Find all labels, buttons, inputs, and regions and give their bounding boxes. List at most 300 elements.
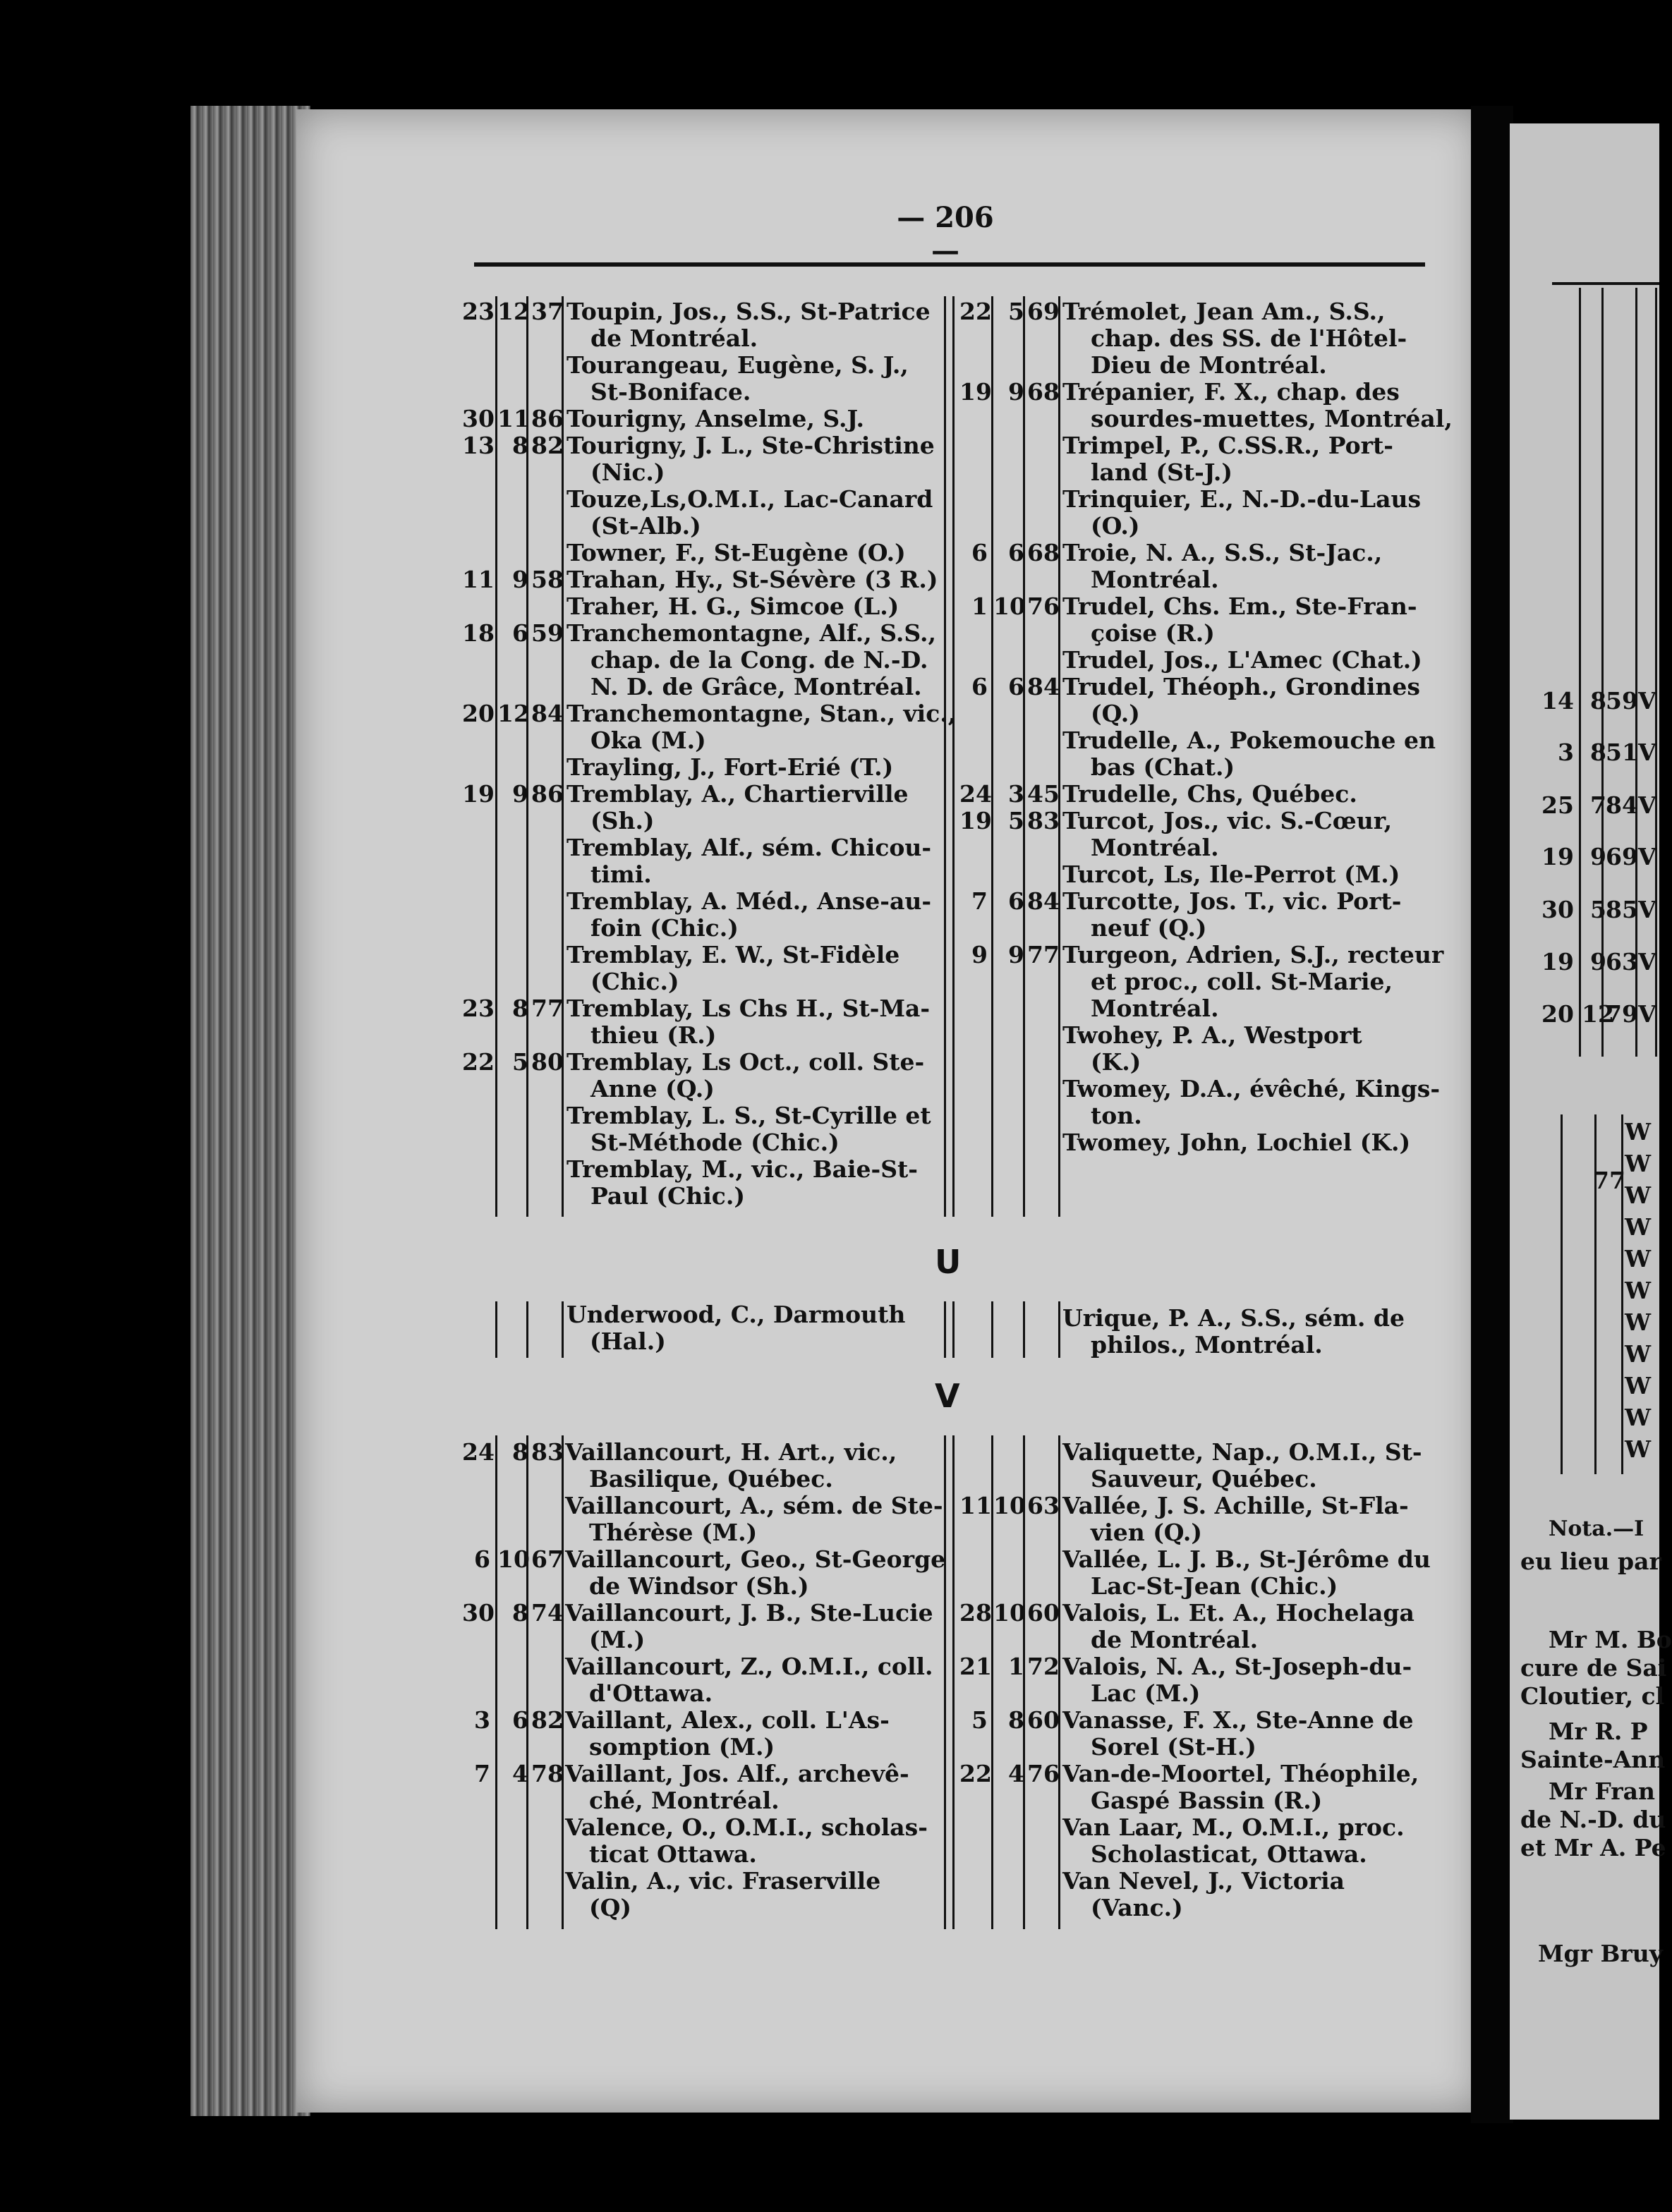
entry-month: 3 xyxy=(1008,780,1024,808)
row-month: 9 xyxy=(1590,948,1606,976)
box-row: W xyxy=(1625,1181,1652,1209)
entry-month: 9 xyxy=(512,780,528,808)
directory-entry xyxy=(959,593,1458,620)
entry-name: Turcot, Ls, Ile-Perrot (M.) xyxy=(1062,861,1400,888)
entry-continuation: (M.) xyxy=(589,1626,646,1653)
directory-entry xyxy=(959,781,1458,808)
entry-name: Tremblay, Ls Oct., coll. Ste- xyxy=(567,1048,925,1076)
entry-continuation: ton. xyxy=(1091,1102,1142,1129)
entry-day: 21 xyxy=(959,1653,992,1680)
entry-continuation: de Windsor (Sh.) xyxy=(589,1572,809,1600)
entry-name: Tremblay, E. W., St-Fidèle xyxy=(567,941,900,968)
entry-name: Vanasse, F. X., Ste-Anne de xyxy=(1062,1706,1414,1734)
entry-year: 86 xyxy=(531,780,564,808)
column-rule xyxy=(495,1301,497,1358)
entry-name: Trinquier, E., N.-D.-du-Laus xyxy=(1062,485,1422,513)
entry-year: 63 xyxy=(1027,1492,1060,1519)
row-month: 8 xyxy=(1590,687,1606,715)
entry-continuation: neuf (Q.) xyxy=(1091,914,1207,942)
row-name: V xyxy=(1638,687,1656,715)
entry-continuation: chap. de la Cong. de N.-D. xyxy=(590,646,928,674)
entry-month: 8 xyxy=(512,995,528,1022)
entry-year: 37 xyxy=(531,298,564,325)
entry-name: Trudel, Jos., L'Amec (Chat.) xyxy=(1062,646,1422,674)
entry-name: Vallée, J. S. Achille, St-Fla- xyxy=(1062,1492,1409,1519)
directory-entry xyxy=(462,942,962,968)
directory-entry xyxy=(462,486,962,513)
entry-continuation: St-Méthode (Chic.) xyxy=(590,1129,840,1156)
entry-name: Turcot, Jos., vic. S.-Cœur, xyxy=(1062,807,1393,834)
nota-continuation: eu lieu par xyxy=(1520,1548,1661,1575)
entry-continuation: ticat Ottawa. xyxy=(589,1840,757,1868)
entry-year: 83 xyxy=(1027,807,1060,834)
directory-entry xyxy=(462,540,962,566)
directory-entry xyxy=(462,432,962,459)
entry-name: Trahan, Hy., St-Sévère (3 R.) xyxy=(567,566,938,593)
directory-entry xyxy=(959,432,1458,459)
directory-entry xyxy=(462,1156,962,1183)
row-day: 14 xyxy=(1541,687,1574,715)
entry-name: Towner, F., St-Eugène (O.) xyxy=(567,539,906,566)
entry-month: 9 xyxy=(1008,941,1024,968)
entry-continuation: Anne (Q.) xyxy=(590,1075,715,1102)
right-page-line: Sainte-Ann xyxy=(1520,1746,1666,1773)
directory-entry xyxy=(959,808,1458,834)
entry-month: 5 xyxy=(1008,807,1024,834)
entry-day: 20 xyxy=(462,700,495,727)
entry-continuation: vien (Q.) xyxy=(1091,1519,1203,1546)
entry-name: Van Nevel, J., Victoria xyxy=(1062,1867,1345,1895)
entry-day: 24 xyxy=(462,1438,495,1466)
entry-name: Turgeon, Adrien, S.J., recteur xyxy=(1062,941,1444,968)
entry-year: 72 xyxy=(1027,1653,1060,1680)
directory-entry xyxy=(959,1868,1458,1895)
row-name: V xyxy=(1638,948,1656,976)
entry-continuation: (K.) xyxy=(1091,1048,1141,1076)
entry-day: 30 xyxy=(462,405,495,432)
directory-entry xyxy=(462,1102,962,1129)
entry-day: 6 xyxy=(971,673,988,700)
entry-name: Tremblay, A. Méd., Anse-au- xyxy=(567,887,932,915)
column-rule xyxy=(1601,288,1604,1057)
entry-continuation: Montréal. xyxy=(1091,566,1219,593)
entry-continuation: thieu (R.) xyxy=(590,1021,717,1049)
entry-name: Twomey, D.A., évêché, Kings- xyxy=(1062,1075,1441,1102)
entry-continuation: timi. xyxy=(590,861,652,888)
row-year: 69 xyxy=(1606,843,1638,870)
entry-day: 7 xyxy=(474,1760,490,1787)
entry-day: 9 xyxy=(971,941,988,968)
entry-continuation: chap. des SS. de l'Hôtel- xyxy=(1091,324,1407,352)
column-rule xyxy=(526,1301,528,1358)
entry-name: Traher, H. G., Simcoe (L.) xyxy=(567,592,899,620)
entry-year: 60 xyxy=(1027,1599,1060,1627)
entry-name: Vaillant, Jos. Alf., archevê- xyxy=(565,1760,909,1787)
entry-name: Tremblay, L. S., St-Cyrille et xyxy=(567,1102,931,1129)
entry-name: Trayling, J., Fort-Erié (T.) xyxy=(567,753,894,781)
entry-year: 84 xyxy=(531,700,564,727)
entry-continuation: foin (Chic.) xyxy=(590,914,739,942)
page-number: — 206 — xyxy=(897,201,994,267)
rule xyxy=(1552,282,1659,285)
entry-name: Valois, L. Et. A., Hochelaga xyxy=(1062,1599,1414,1627)
entry-continuation: sourdes-muettes, Montréal, xyxy=(1091,405,1453,432)
entry-month: 10 xyxy=(993,1599,1026,1627)
entry-continuation: (Chic.) xyxy=(590,968,679,995)
entry-year: 86 xyxy=(531,405,564,432)
directory-entry xyxy=(959,486,1458,513)
row-day: 19 xyxy=(1541,843,1574,870)
entry-name: Urique, P. A., S.S., sém. de xyxy=(1062,1304,1405,1332)
entry-name: Valois, N. A., St-Joseph-du- xyxy=(1062,1653,1412,1680)
directory-entry xyxy=(462,1707,960,1734)
entry-continuation: de Montréal. xyxy=(1091,1626,1259,1653)
entry-name: Trudelle, A., Pokemouche en xyxy=(1062,727,1436,754)
entry-day: 23 xyxy=(462,298,495,325)
entry-continuation: Basilique, Québec. xyxy=(589,1465,833,1493)
entry-day: 18 xyxy=(462,619,495,647)
entry-month: 1 xyxy=(1008,1653,1024,1680)
directory-entry xyxy=(462,1653,960,1680)
directory-entry xyxy=(959,1600,1458,1627)
right-page-line: et Mr A. Pe xyxy=(1520,1834,1666,1861)
entry-continuation: (Q) xyxy=(589,1894,631,1921)
section-letter-v: V xyxy=(935,1377,960,1415)
directory-entry xyxy=(462,700,962,727)
row-year: 51 xyxy=(1606,739,1638,766)
row-name: V xyxy=(1638,896,1656,923)
box-row: W xyxy=(1625,1404,1652,1431)
entry-continuation: Dieu de Montréal. xyxy=(1091,351,1327,379)
entry-continuation: bas (Chat.) xyxy=(1091,753,1235,781)
entry-continuation: Oka (M.) xyxy=(590,727,706,754)
entry-name: Trimpel, P., C.SS.R., Port- xyxy=(1062,432,1393,459)
directory-entry xyxy=(959,1439,1458,1466)
column-rule xyxy=(991,1301,993,1358)
entry-continuation: philos., Montréal. xyxy=(1091,1331,1323,1359)
entry-name: Tourangeau, Eugène, S. J., xyxy=(567,351,909,379)
right-page-line: Mr R. P xyxy=(1549,1718,1648,1745)
entry-month: 9 xyxy=(512,566,528,593)
directory-entry xyxy=(462,834,962,861)
entry-month: 9 xyxy=(1008,378,1024,406)
box-row: W xyxy=(1625,1435,1652,1463)
row-month: 7 xyxy=(1590,791,1606,819)
entry-continuation: et proc., coll. St-Marie, xyxy=(1091,968,1393,995)
entry-name: Tranchemontagne, Stan., vic., xyxy=(567,700,957,727)
entry-continuation: Lac-St-Jean (Chic.) xyxy=(1091,1572,1338,1600)
entry-month: 6 xyxy=(1008,887,1024,915)
entry-continuation: (St-Alb.) xyxy=(590,512,701,540)
column-rule xyxy=(1023,1301,1025,1358)
directory-entry xyxy=(959,727,1458,754)
right-page-line: Mr Fran xyxy=(1549,1778,1656,1805)
directory-entry xyxy=(462,754,962,781)
entry-year: 80 xyxy=(531,1048,564,1076)
entry-month: 11 xyxy=(497,405,530,432)
entry-month: 8 xyxy=(512,1599,528,1627)
row-month: 9 xyxy=(1590,843,1606,870)
directory-entry xyxy=(959,1761,1458,1787)
right-page-line: cure de Sai xyxy=(1520,1654,1667,1682)
row-year: 85 xyxy=(1606,896,1638,923)
directory-entry xyxy=(959,1546,1458,1573)
box-row: W xyxy=(1625,1245,1652,1272)
entry-continuation: de Montréal. xyxy=(590,324,758,352)
directory-entry xyxy=(462,1493,960,1519)
entry-continuation: (Q.) xyxy=(1091,700,1140,727)
box-row: W xyxy=(1625,1308,1652,1336)
entry-name: Valiquette, Nap., O.M.I., St- xyxy=(1062,1438,1422,1466)
entry-day: 28 xyxy=(959,1599,992,1627)
directory-entry xyxy=(462,1439,960,1466)
entry-day: 23 xyxy=(462,995,495,1022)
entry-continuation: (Hal.) xyxy=(590,1327,666,1355)
right-page-line: de N.-D. du xyxy=(1520,1806,1666,1833)
entry-month: 5 xyxy=(512,1048,528,1076)
entry-year: 83 xyxy=(531,1438,564,1466)
row-day: 19 xyxy=(1541,948,1574,976)
entry-year: 77 xyxy=(531,995,564,1022)
row-day: 30 xyxy=(1541,896,1574,923)
entry-continuation: (O.) xyxy=(1091,512,1140,540)
entry-continuation: Montréal. xyxy=(1091,995,1219,1022)
entry-year: 67 xyxy=(531,1545,564,1573)
right-page-line: Mr M. Bo xyxy=(1549,1626,1672,1653)
entry-day: 19 xyxy=(959,378,992,406)
entry-day: 24 xyxy=(959,780,992,808)
row-day: 3 xyxy=(1558,739,1574,766)
entry-month: 8 xyxy=(512,1438,528,1466)
entry-month: 10 xyxy=(497,1545,530,1573)
entry-year: 84 xyxy=(1027,673,1060,700)
directory-entry xyxy=(462,1049,962,1076)
entry-name: Turcotte, Jos. T., vic. Port- xyxy=(1062,887,1402,915)
entry-continuation: Lac (M.) xyxy=(1091,1679,1201,1707)
box-row: W xyxy=(1625,1340,1652,1368)
nota: Nota.—I xyxy=(1549,1517,1644,1541)
entry-name: Tourigny, Anselme, S.J. xyxy=(567,405,865,432)
row-name: V xyxy=(1638,739,1656,766)
entry-day: 22 xyxy=(959,1760,992,1787)
entry-day: 19 xyxy=(462,780,495,808)
directory-entry xyxy=(959,1493,1458,1519)
directory-entry xyxy=(959,861,1458,888)
box-row: W xyxy=(1625,1118,1652,1146)
entry-year: 58 xyxy=(531,566,564,593)
row-year: 59 xyxy=(1606,687,1638,715)
entry-name: Tranchemontagne, Alf., S.S., xyxy=(567,619,936,647)
entry-name: Vallée, L. J. B., St-Jérôme du xyxy=(1062,1545,1431,1573)
entry-name: Toupin, Jos., S.S., St-Patrice xyxy=(567,298,931,325)
entry-continuation: St-Boniface. xyxy=(590,378,751,406)
entry-continuation: Sorel (St-H.) xyxy=(1091,1733,1256,1761)
row-month: 8 xyxy=(1590,739,1606,766)
entry-continuation: Paul (Chic.) xyxy=(590,1182,745,1210)
entry-continuation: ché, Montréal. xyxy=(589,1787,780,1814)
entry-day: 1 xyxy=(971,592,988,620)
entry-name: Touze,Ls,O.M.I., Lac-Canard xyxy=(567,485,933,513)
entry-name: Trudel, Chs. Em., Ste-Fran- xyxy=(1062,592,1417,620)
entry-day: 22 xyxy=(959,298,992,325)
entry-year: 59 xyxy=(531,619,564,647)
entry-continuation: Thérèse (M.) xyxy=(589,1519,758,1546)
entry-month: 6 xyxy=(1008,673,1024,700)
directory-entry xyxy=(462,1761,960,1787)
entry-month: 12 xyxy=(497,298,530,325)
row-year: 84 xyxy=(1606,791,1638,819)
row-name: V xyxy=(1638,791,1656,819)
entry-month: 6 xyxy=(512,1706,528,1734)
entry-month: 10 xyxy=(993,1492,1026,1519)
entry-month: 4 xyxy=(512,1760,528,1787)
entry-name: Tremblay, Ls Chs H., St-Ma- xyxy=(567,995,931,1022)
entry-name: Valin, A., vic. Fraserville xyxy=(565,1867,881,1895)
column-rule xyxy=(1635,288,1637,1057)
entry-day: 22 xyxy=(462,1048,495,1076)
entry-day: 5 xyxy=(971,1706,988,1734)
directory-entry xyxy=(462,1546,960,1573)
entry-year: 76 xyxy=(1027,592,1060,620)
entry-year: 68 xyxy=(1027,378,1060,406)
section-letter-u: U xyxy=(935,1243,962,1281)
entry-continuation: Gaspé Bassin (R.) xyxy=(1091,1787,1323,1814)
box-row: W xyxy=(1625,1213,1652,1241)
entry-name: Van Laar, M., O.M.I., proc. xyxy=(1062,1813,1405,1841)
column-rule xyxy=(1655,288,1657,1057)
directory-entry xyxy=(959,379,1458,406)
entry-month: 6 xyxy=(1008,539,1024,566)
column-rule xyxy=(944,1301,946,1358)
entry-continuation: d'Ottawa. xyxy=(589,1679,713,1707)
directory-entry xyxy=(959,1653,1458,1680)
row-day: 20 xyxy=(1541,1000,1574,1028)
entry-continuation: N. D. de Grâce, Montréal. xyxy=(590,673,922,700)
entry-name: Twomey, John, Lochiel (K.) xyxy=(1062,1129,1411,1156)
directory-entry xyxy=(959,888,1458,915)
entry-day: 3 xyxy=(474,1706,490,1734)
directory-entry xyxy=(462,620,962,647)
entry-day: 6 xyxy=(474,1545,490,1573)
entry-name: Trépanier, F. X., chap. des xyxy=(1062,378,1400,406)
entry-name: Tremblay, Alf., sém. Chicou- xyxy=(567,834,932,861)
row-name: V xyxy=(1638,1000,1656,1028)
column-rule xyxy=(952,1301,955,1358)
directory-entry xyxy=(462,406,962,432)
entry-month: 12 xyxy=(497,700,530,727)
entry-month: 5 xyxy=(1008,298,1024,325)
column-rule xyxy=(1561,1114,1563,1474)
entry-continuation: Scholasticat, Ottawa. xyxy=(1091,1840,1367,1868)
entry-name: Vaillancourt, Z., O.M.I., coll. xyxy=(565,1653,933,1680)
entry-name: Trémolet, Jean Am., S.S., xyxy=(1062,298,1386,325)
entry-month: 4 xyxy=(1008,1760,1024,1787)
entry-name: Troie, N. A., S.S., St-Jac., xyxy=(1062,539,1383,566)
directory-entry xyxy=(959,298,1458,325)
directory-entry xyxy=(462,593,962,620)
book-page-edges xyxy=(190,106,310,2116)
directory-entry xyxy=(462,352,962,379)
directory-entry xyxy=(959,540,1458,566)
row-day: 25 xyxy=(1541,791,1574,819)
entry-name: Underwood, C., Darmouth xyxy=(567,1301,906,1328)
entry-day: 11 xyxy=(959,1492,992,1519)
entry-month: 10 xyxy=(993,592,1026,620)
entry-name: Vaillancourt, A., sém. de Ste- xyxy=(565,1492,943,1519)
entry-name: Twohey, P. A., Westport xyxy=(1062,1021,1362,1049)
row-year: 63 xyxy=(1606,948,1638,976)
entry-year: 82 xyxy=(531,1706,564,1734)
entry-name: Van-de-Moortel, Théophile, xyxy=(1062,1760,1419,1787)
row-month: 5 xyxy=(1590,896,1606,923)
column-rule xyxy=(562,1301,564,1358)
right-page-line: Cloutier, cl xyxy=(1520,1682,1665,1710)
entry-month: 6 xyxy=(512,619,528,647)
directory-entry xyxy=(959,942,1458,968)
row-year: 79 xyxy=(1606,1000,1638,1028)
entry-year: 68 xyxy=(1027,539,1060,566)
entry-name: Vaillancourt, J. B., Ste-Lucie xyxy=(565,1599,933,1627)
directory-entry xyxy=(959,674,1458,700)
box-year: 77 xyxy=(1593,1167,1625,1194)
directory-entry xyxy=(959,1022,1458,1049)
directory-entry xyxy=(462,1814,960,1841)
entry-continuation: somption (M.) xyxy=(589,1733,775,1761)
entry-continuation: land (St-J.) xyxy=(1091,458,1233,486)
entry-day: 7 xyxy=(971,887,988,915)
column-rule xyxy=(1058,1301,1060,1358)
entry-year: 77 xyxy=(1027,941,1060,968)
entry-name: Trudel, Théoph., Grondines xyxy=(1062,673,1420,700)
entry-year: 60 xyxy=(1027,1706,1060,1734)
row-name: V xyxy=(1638,843,1656,870)
entry-name: Vaillant, Alex., coll. L'As- xyxy=(565,1706,890,1734)
entry-day: 6 xyxy=(971,539,988,566)
directory-entry xyxy=(959,1707,1458,1734)
directory-entry xyxy=(462,995,962,1022)
entry-continuation: (Nic.) xyxy=(590,458,665,486)
entry-name: Tourigny, J. L., Ste-Christine xyxy=(567,432,935,459)
entry-year: 78 xyxy=(531,1760,564,1787)
entry-month: 8 xyxy=(512,432,528,459)
directory-entry xyxy=(462,566,962,593)
entry-year: 69 xyxy=(1027,298,1060,325)
entry-name: Tremblay, M., vic., Baie-St- xyxy=(567,1155,918,1183)
directory-entry xyxy=(462,1868,960,1895)
entry-day: 19 xyxy=(959,807,992,834)
directory-entry xyxy=(462,298,962,325)
box-row: W xyxy=(1625,1150,1652,1177)
entry-month: 8 xyxy=(1008,1706,1024,1734)
entry-year: 82 xyxy=(531,432,564,459)
entry-name: Vaillancourt, Geo., St-George xyxy=(565,1545,946,1573)
directory-entry xyxy=(959,1076,1458,1102)
directory-entry xyxy=(959,1814,1458,1841)
row-month: 12 xyxy=(1582,1000,1614,1028)
directory-entry xyxy=(462,1600,960,1627)
directory-entry xyxy=(462,781,962,808)
header-rule xyxy=(474,262,1425,267)
entry-continuation: (Sh.) xyxy=(590,807,655,834)
column-rule xyxy=(1579,288,1581,1057)
entry-continuation: (Vanc.) xyxy=(1091,1894,1183,1921)
entry-day: 13 xyxy=(462,432,495,459)
entry-day: 11 xyxy=(462,566,495,593)
box-row: W xyxy=(1625,1277,1652,1304)
entry-name: Tremblay, A., Chartierville xyxy=(567,780,909,808)
entry-continuation: Sauveur, Québec. xyxy=(1091,1465,1317,1493)
mgr-line: Mgr Bruy xyxy=(1538,1940,1663,1967)
